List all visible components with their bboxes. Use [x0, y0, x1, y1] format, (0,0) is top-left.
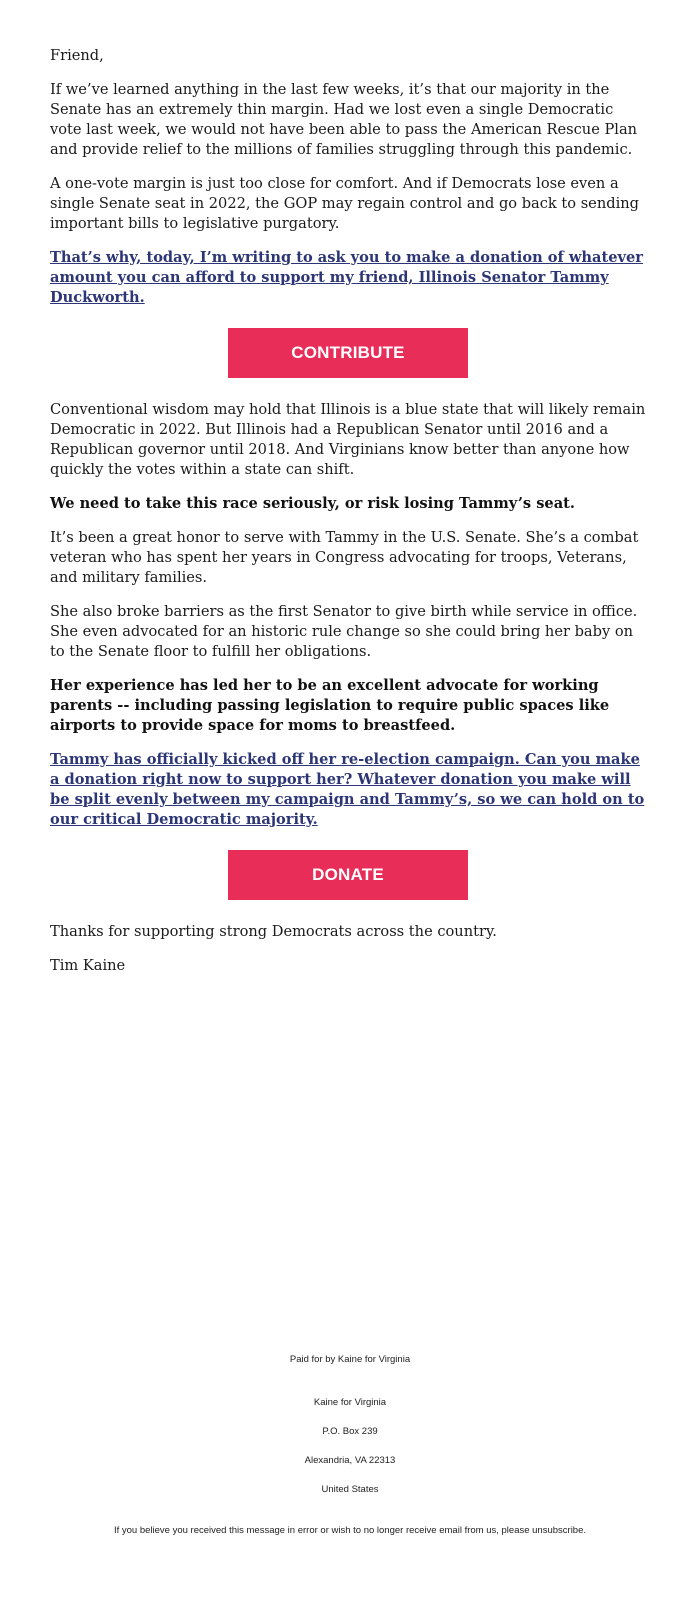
- paid-for-disclaimer: Paid for by Kaine for Virginia: [289, 1354, 411, 1365]
- contribute-button-wrapper: [50, 328, 646, 378]
- footer-org-name: Kaine for Virginia: [313, 1397, 387, 1408]
- footer-country: United States: [321, 1484, 379, 1495]
- paragraph-broke-barriers: She also broke barriers as the first Senator to give birth while service in office. She even advocated for an historic rule change so she could bring her baby on to the Senate floor to fulfill her obligations.: [50, 603, 638, 660]
- paragraph-great-honor: It’s been a great honor to serve with Tammy in the U.S. Senate. She’s a combat veteran who has spent her years in Congress advocating for troops, Veterans, and military families.: [50, 529, 639, 586]
- email-content: [50, 46, 646, 990]
- greeting: Friend,: [50, 47, 104, 64]
- footer-city: Alexandria, VA 22313: [304, 1455, 396, 1466]
- paragraph-experience: Her experience has led her to be an excellent advocate for working parents -- including passing legislation to require public spaces like airports to provide space for moms to breastfeed.: [50, 677, 610, 734]
- unsubscribe-link[interactable]: If you believe you received this message in error or wish to no longer receive email from us, please unsubscribe.: [113, 1525, 587, 1536]
- reelection-donation-link[interactable]: Tammy has officially kicked off her re-election campaign. Can you make a donation right now to support her? Whatever donation you make will be split evenly between my campaign and Tammy’s, so we can hold on to our critical Democratic majority.: [50, 751, 645, 828]
- paragraph-conventional-wisdom: Conventional wisdom may hold that Illinois is a blue state that will likely remain Democratic in 2022. But Illinois had a Republican Senator until 2016 and a Republican governor until 2018. And Virginians know better than anyone how quickly the votes within a state can shift.: [50, 401, 646, 478]
- email-footer: [0, 1354, 700, 1536]
- donate-button[interactable]: DONATE: [228, 850, 468, 900]
- signature: Tim Kaine: [50, 957, 126, 974]
- donate-button-wrapper: [50, 850, 646, 900]
- paragraph-majority: If we’ve learned anything in the last few weeks, it’s that our majority in the Senate has an extremely thin margin. Had we lost even a single Democratic vote last week, we would not have been able to pass the American Rescue Plan and provide relief to the millions of families struggling through this pandemic.: [50, 81, 638, 158]
- donation-ask-link[interactable]: That’s why, today, I’m writing to ask you to make a donation of whatever amount you can afford to support my friend, Illinois Senator Tammy Duckworth.: [50, 249, 643, 306]
- paragraph-one-vote: A one-vote margin is just too close for comfort. And if Democrats lose even a single Senate seat in 2022, the GOP may regain control and go back to sending important bills to legislative purgatory.: [50, 175, 639, 232]
- footer-po-box: P.O. Box 239: [322, 1426, 378, 1437]
- paragraph-take-seriously: We need to take this race seriously, or risk losing Tammy’s seat.: [50, 495, 575, 512]
- contribute-button[interactable]: CONTRIBUTE: [228, 328, 468, 378]
- paragraph-thanks: Thanks for supporting strong Democrats across the country.: [50, 923, 497, 940]
